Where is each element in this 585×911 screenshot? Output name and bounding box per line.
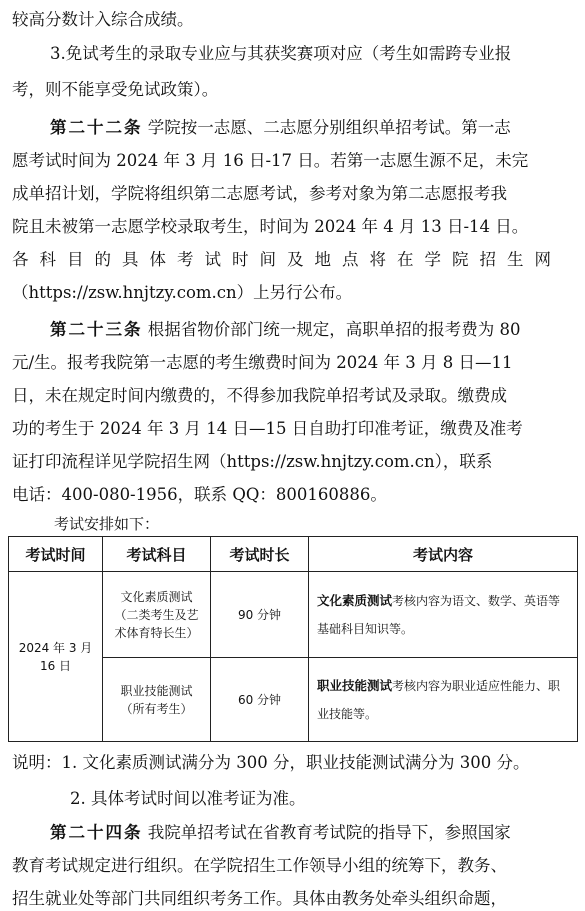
article-22-line: 成单招计划，学院将组织第二志愿考试，参考对象为第二志愿报考我 xyxy=(12,184,507,203)
text-line: 3.免试考生的录取专业应与其获奖赛项对应（考生如需跨专业报 xyxy=(50,44,512,63)
header-exam-duration: 考试时长 xyxy=(211,537,309,572)
article-23-line: 元/生。报考我院第一志愿的考生缴费时间为 2024 年 3 月 8 日—11 xyxy=(12,353,513,372)
header-exam-time: 考试时间 xyxy=(9,537,103,572)
text-line: 考，则不能享受免试政策）。 xyxy=(12,80,219,99)
subject-cell: 文化素质测试（二类考生及艺术体育特长生） xyxy=(103,572,211,658)
article-23-line: 功的考生于 2024 年 3 月 14 日—15 日自助打印准考证，缴费及准考 xyxy=(12,419,523,438)
note-line: 2. 具体考试时间以准考证为准。 xyxy=(70,789,306,808)
article-22-label: 第二十二条 xyxy=(50,118,143,137)
article-22-line: 愿考试时间为 2024 年 3 月 16 日-17 日。若第一志愿生源不足，未完 xyxy=(12,151,529,170)
content-bold-term: 职业技能测试 xyxy=(317,677,393,693)
note-line: 说明：1. 文化素质测试满分为 300 分，职业技能测试满分为 300 分。 xyxy=(12,753,530,772)
subject-cell: 职业技能测试（所有考生） xyxy=(103,658,211,742)
article-23-text: 根据省物价部门统一规定，高职单招的报考费为 80 xyxy=(147,320,521,339)
header-exam-content: 考试内容 xyxy=(309,537,578,572)
content-cell xyxy=(309,572,578,658)
article-24-line: 教育考试规定进行组织。在学院招生工作领导小组的统筹下，教务、 xyxy=(12,856,507,875)
article-22-line xyxy=(12,118,575,138)
article-22-line: 院且未被第一志愿学校录取考生，时间为 2024 年 4 月 13 日-14 日。 xyxy=(12,217,529,236)
exam-schedule-table xyxy=(8,536,578,742)
header-exam-subject: 考试科目 xyxy=(103,537,211,572)
article-24-line xyxy=(12,823,575,843)
duration-cell: 90 分钟 xyxy=(211,572,309,658)
article-24-text: 我院单招考试在省教育考试院的指导下，参照国家 xyxy=(147,823,511,842)
exam-intro: 考试安排如下： xyxy=(54,515,160,533)
table-row xyxy=(9,572,578,658)
article-24-label: 第二十四条 xyxy=(50,823,143,842)
article-22-text: 学院按一志愿、二志愿分别组织单招考试。第一志 xyxy=(147,118,511,137)
content-cell xyxy=(309,658,578,742)
article-23-line xyxy=(12,320,575,340)
content-bold-term: 文化素质测试 xyxy=(317,592,393,608)
article-23-line: 电话：400-080-1956，联系 QQ：800160886。 xyxy=(12,485,387,504)
exam-date-cell: 2024 年 3 月 16 日 xyxy=(9,572,103,742)
text-line: 较高分数计入综合成绩。 xyxy=(12,10,194,29)
content-text: 考核内容为语文、数学、英语等基础科目知识等。 xyxy=(317,593,561,636)
article-22-line: 各科目的具体考试时间及地点将在学院招生网 xyxy=(12,250,562,269)
content-text: 考核内容为职业适应性能力、职业技能等。 xyxy=(317,678,561,721)
article-23-label: 第二十三条 xyxy=(50,320,143,339)
article-24-line: 招生就业处等部门共同组织考务工作。具体由教务处牵头组织命题， xyxy=(12,889,507,908)
duration-cell: 60 分钟 xyxy=(211,658,309,742)
article-23-line: 证打印流程详见学院招生网（https://zsw.hnjtzy.com.cn），联系 xyxy=(12,452,493,471)
article-22-line: （https://zsw.hnjtzy.com.cn）上另行公布。 xyxy=(12,283,353,302)
article-23-line: 日，未在规定时间内缴费的，不得参加我院单招考试及录取。缴费成 xyxy=(12,386,507,405)
table-header-row xyxy=(9,537,578,572)
